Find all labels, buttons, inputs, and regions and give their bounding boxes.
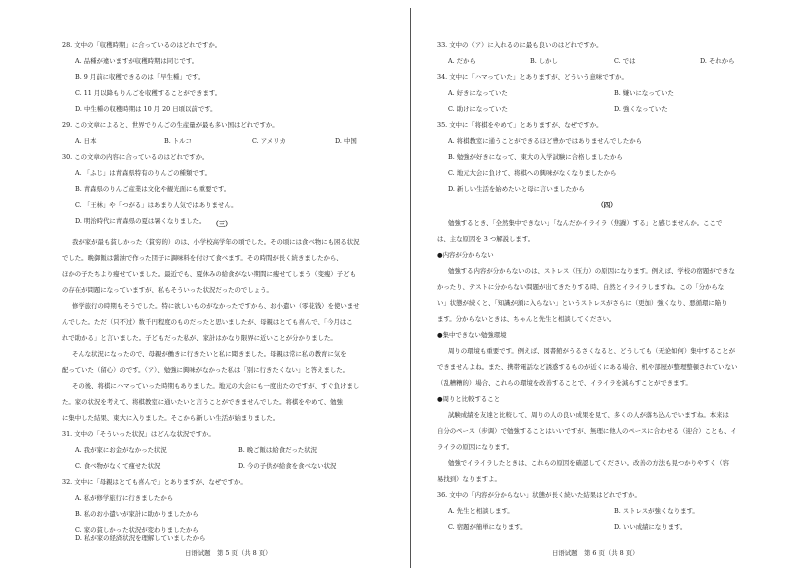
q29-option-b: B. トルコ xyxy=(164,137,192,145)
right-page xyxy=(412,0,800,579)
passage-4-line: できませんよね。また、携帯電話など誘惑するものが近くにある場合、机や部屋が整理整頓されていない xyxy=(437,363,738,371)
q30-stem: 30. この文章の内容に合っているのはどれですか。 xyxy=(62,153,209,161)
q34-option-b: B. 嫌いになっていた xyxy=(614,89,674,97)
q31-option-d: D. 今の子供が給食を食べない状況 xyxy=(238,462,337,470)
passage-4-line: 勉強するとき、「全然集中できない」「なんだかイライラ（焦躁）する」と感じませんか。ここで xyxy=(448,219,723,227)
page-divider xyxy=(410,8,411,568)
passage-4-line: 勉強する内容が分からないのは、ストレス（压力）の原因になります。例えば、学校の宿題ができな xyxy=(448,267,735,275)
q30-option-d: D. 明治時代に青森県の夏は暑くなりました。 xyxy=(75,217,206,225)
q33-option-a: A. だから xyxy=(448,57,476,65)
passage-3-line: でした。晩御飯は醤油で作った団子に調味料を付けて食べます。その時間が長く続きましたから、 xyxy=(62,254,343,262)
passage-3-line: んでした。ただ（只不过）数千円程度のものだったと思いましたが、母親はとても喜んで、「今月はこ xyxy=(62,318,353,326)
passage-3-line: れで助かる」と言いました。子どもだった私が、家計はかなり限界に近いことが分かりました。 xyxy=(62,334,337,342)
passage-3-line: 我が家が最も貧しかった（貧穷的）のは、小学校高学年の頃でした。その頃には食べ物にも困る状況 xyxy=(72,238,360,246)
passage-4-line: （乱糟糟的）場合、これらの環境を改善することで、イライラを減らすことができます。 xyxy=(437,379,692,387)
section-3-title: （三） xyxy=(212,220,232,228)
q33-option-c: C. では xyxy=(614,57,636,65)
q33-option-d: D. それから xyxy=(700,57,735,65)
q31-stem: 31. 文中の「そういった状況」はどんな状況ですか。 xyxy=(62,430,215,438)
q32-option-b: B. 私のお小遣いが家計に助かりましたから xyxy=(75,510,199,518)
passage-4-heading: ●内容が分からない xyxy=(437,251,494,259)
passage-4-line: 易找到）なりますよ。 xyxy=(437,475,501,483)
q32-stem: 32. 文中に「母親はとても喜んで」とありますが、なぜですか。 xyxy=(62,478,247,486)
passage-4-line: い」状態が続くと、「知識が頭に入らない」というストレスがさらに（更加）強くなり、悪循環に陥り xyxy=(437,299,728,307)
q35-option-b: B. 勉強が好きになって、東大の入学試験に合格しましたから xyxy=(448,153,623,161)
q29-option-c: C. アメリカ xyxy=(252,137,286,145)
q36-option-d: D. いい成績になります。 xyxy=(614,523,687,531)
q28-option-a: A. 品種が違いますが収穫時期は同じです。 xyxy=(75,57,199,65)
passage-3-line: に集中した結果、東大に入りました。そこから新しい生活が始まりました。 xyxy=(62,414,280,422)
q35-stem: 35. 文中に「将棋をやめて」とありますが、なぜですか。 xyxy=(437,121,603,129)
passage-3-line: その後、将棋にハマっていった時期もありました。地元の大会にも一度出たのですが、すぐ負けまし xyxy=(72,382,360,390)
q28-option-d: D. 中生種の収穫時期は 10 月 20 日頃以前です。 xyxy=(75,105,217,113)
passage-4-line: 勉強でイライラしたときは、これらの原因を確認してください。改善の方法も見つかりやすく（容 xyxy=(448,459,729,467)
passage-4-line: ライラの原因になります。 xyxy=(437,443,513,451)
right-page-footer: 日语试题 第 6 页（共 8 页） xyxy=(552,549,639,557)
passage-4-line: 試験成績を友達と比較して、周りの人の良い成果を見て、多くの人が落ち込んでいますね。本来は xyxy=(448,411,729,419)
passage-3-line: 修学旅行の時期もそうでした。特に欲しいものがなかったですから、お小遣い（零花钱）を使いませ xyxy=(72,302,360,310)
passage-3-line: ほかの子たちより痩せていました。最近でも、夏休みの給食がない期間に痩せてしまう（变瘦）子ども xyxy=(62,270,356,278)
q30-option-b: B. 青森県のりんご産業は文化や観光面にも重要です。 xyxy=(75,185,231,193)
q36-option-b: B. ストレスが強くなります。 xyxy=(614,507,699,515)
passage-4-line: 周りの環境も重要です。例えば、図書館がうるさくなると、どうしても（无论如何）集中することが xyxy=(448,347,736,355)
q31-option-c: C. 食べ物がなくて痩せた状況 xyxy=(75,462,161,470)
passage-4-line: かったり、テストに分からない問題が出てきたりする時、自然とイライラしますね。この「分からな xyxy=(437,283,725,291)
passage-4-line: 自分のペース（步调）で勉強することはいいですが、無理に他人のペースに合わせる（迎合）ことも、イ xyxy=(437,427,737,435)
q29-stem: 29. この文章によると、世界でりんごの生産量が最も多い国はどれですか。 xyxy=(62,121,279,129)
q32-option-a: A. 私が修学旅行に行きましたから xyxy=(75,494,174,502)
q34-option-c: C. 助けになっていた xyxy=(448,105,508,113)
q35-option-c: C. 地元大会に負けて、将棋への興味がなくなりましたから xyxy=(448,169,617,177)
passage-4-heading: ●周りと比較すること xyxy=(437,395,501,403)
q34-option-a: A. 好きになっていた xyxy=(448,89,508,97)
passage-4-line: は、主な原因を 3 つ解説します。 xyxy=(437,235,535,243)
q30-option-a: A. 「ふじ」は青森県特有のりんごの種類です。 xyxy=(75,169,211,177)
passage-3-line: そんな状況になったので、母親が働きに行きたいと私に聞きました。母親は常に私の教育に気を xyxy=(72,350,347,358)
q31-option-b: B. 晩ご飯は給食だった状況 xyxy=(238,446,318,454)
q32-option-d: D. 私が家の経済状況を理解していましたから xyxy=(75,534,206,542)
q32-option-c: C. 家の貧しかった状況が変わりましたから xyxy=(75,526,199,534)
q33-stem: 33. 文中の（ア）に入れるのに最も良いのはどれですか。 xyxy=(437,41,603,49)
q31-option-a: A. 我が家にお金がなかった状況 xyxy=(75,446,167,454)
left-page-footer: 日语试题 第 5 页（共 8 页） xyxy=(185,549,272,557)
q35-option-a: A. 将棋教室に通うことができるほど豊かではありませんでしたから xyxy=(448,137,643,145)
passage-4-heading: ●集中できない勉強環境 xyxy=(437,331,507,339)
q35-option-d: D. 新しい生活を始めたいと母に言いましたから xyxy=(448,185,585,193)
passage-3-line: た。家の状況を考えて、将棋教室に通いたいと言うことができませんでした。将棋をやめて、勉強 xyxy=(62,398,343,406)
q34-option-d: D. 強くなっていた xyxy=(614,105,668,113)
q30-option-c: C. 「王林」や「つがる」はあまり人気ではありません。 xyxy=(75,201,238,209)
q29-option-a: A. 日本 xyxy=(75,137,97,145)
section-4-title: （四） xyxy=(597,201,617,209)
passage-3-line: 配っていた（留心）のです。（ア）、勉強に興味がなかった私は「別に行きたくない」と答えました。 xyxy=(62,366,350,374)
q28-stem: 28. 文中の「収穫時期」に合っているのはどれですか。 xyxy=(62,41,222,49)
passage-4-line: ます。分からないときは、ちゃんと先生と相談してください。 xyxy=(437,315,616,323)
q29-option-d: D. 中国 xyxy=(335,137,357,145)
q36-stem: 36. 文中の「内容が分からない」状態が長く続いた結果はどれですか。 xyxy=(437,491,641,499)
q33-option-b: B. しかし xyxy=(530,57,558,65)
q28-option-b: B. 9 月前に収穫できるのは「早生種」です。 xyxy=(75,73,205,81)
q36-option-c: C. 宿題が簡単になります。 xyxy=(448,523,527,531)
q34-stem: 34. 文中に「ハマっていた」とありますが、どういう意味ですか。 xyxy=(437,73,628,81)
q28-option-c: C. 11 月以降もりんごを収穫することができます。 xyxy=(75,89,222,97)
q36-option-a: A. 先生と相談します。 xyxy=(448,507,514,515)
passage-3-line: の存在が問題になっていますが、私もそういった状況だったのでしょう。 xyxy=(62,286,273,294)
